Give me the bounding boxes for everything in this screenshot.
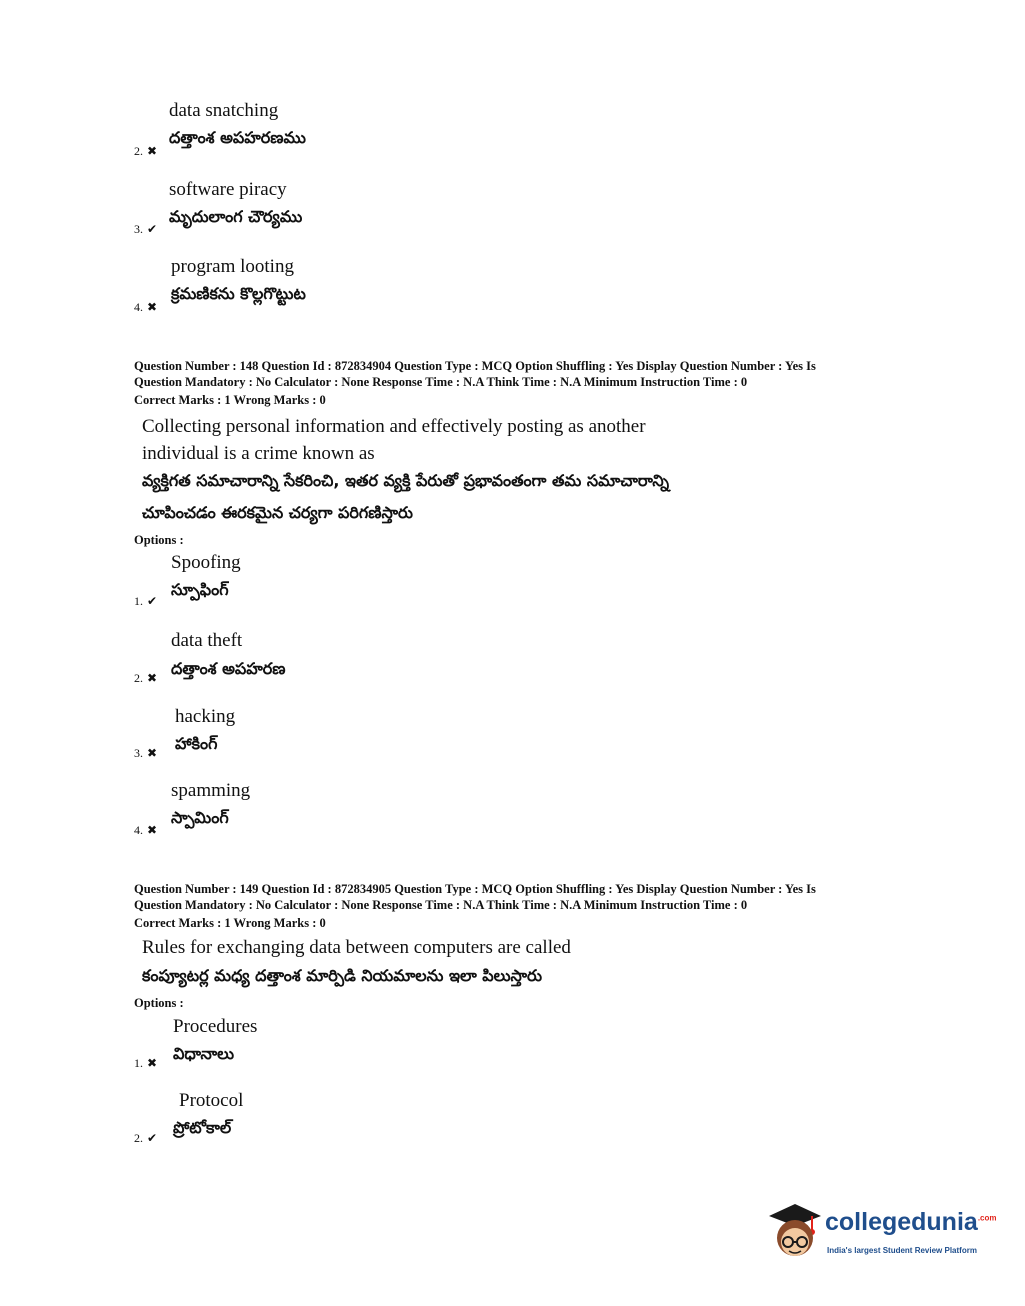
option-text-te: స్పూఫింగ్: [171, 580, 229, 599]
option-text-te: విధానాలు: [173, 1044, 235, 1063]
option-text-en: Spoofing: [171, 552, 241, 573]
option-text-en: data theft: [171, 630, 243, 651]
question-meta-line1: Question Number : 148 Question Id : 872834904 Question Type : MCQ Option Shuffling : Yes Display Question Number : Yes Is: [134, 359, 816, 373]
question-text-te: కంప్యూటర్ల మధ్య దత్తాంశ మార్పిడి నియమాలను ఇలా పిలుస్తారు: [142, 966, 543, 985]
check-mark-icon: ✔: [147, 1131, 158, 1145]
option-number: 1.: [134, 1056, 143, 1070]
option-number: 2.: [134, 1131, 143, 1145]
options-label: Options :: [134, 533, 184, 547]
question-meta-line1: Question Number : 149 Question Id : 872834905 Question Type : MCQ Option Shuffling : Yes Display Question Number : Yes Is: [134, 882, 816, 896]
question-text-te: వ్యక్తిగత సమాచారాన్ని సేకరించి, ఇతర వ్యక్తి పేరుతో ప్రభావంతంగా తమ సమాచారాన్ని: [142, 471, 670, 490]
option-text-en: Protocol: [179, 1090, 244, 1111]
question-marks: Correct Marks : 1 Wrong Marks : 0: [134, 393, 326, 407]
option-text-en: hacking: [175, 706, 236, 727]
question-meta-line2: Question Mandatory : No Calculator : None Response Time : N.A Think Time : N.A Minimum Instruction Time : 0: [134, 375, 748, 389]
option-text-te: దత్తాంశ అపహరణము: [169, 128, 306, 147]
option-number: 4.: [134, 300, 143, 314]
question-marks: Correct Marks : 1 Wrong Marks : 0: [134, 916, 326, 930]
option-text-te: మృదులాంగ చౌర్యము: [169, 207, 303, 226]
check-mark-icon: ✔: [147, 222, 158, 236]
options-label: Options :: [134, 996, 184, 1010]
option-number: 3.: [134, 746, 143, 760]
wrong-mark-icon: ✖: [147, 300, 158, 314]
wrong-mark-icon: ✖: [147, 1056, 158, 1070]
logo-tagline: India's largest Student Review Platform: [827, 1246, 977, 1255]
wrong-mark-icon: ✖: [147, 671, 158, 685]
option-text-en: program looting: [171, 256, 294, 277]
option-text-en: spamming: [171, 780, 251, 801]
logo-wordmark: collegedunia: [825, 1208, 978, 1236]
wrong-mark-icon: ✖: [147, 823, 158, 837]
check-mark-icon: ✔: [147, 594, 158, 608]
option-number: 3.: [134, 222, 143, 236]
option-number: 2.: [134, 671, 143, 685]
mascot-icon: [765, 1198, 825, 1268]
wrong-mark-icon: ✖: [147, 144, 158, 158]
question-meta-line2: Question Mandatory : No Calculator : None Response Time : N.A Think Time : N.A Minimum Instruction Time : 0: [134, 898, 748, 912]
question-text-en: Collecting personal information and effectively posting as another: [142, 416, 646, 437]
option-text-en: data snatching: [169, 100, 279, 121]
wrong-mark-icon: ✖: [147, 746, 158, 760]
collegedunia-logo[interactable]: [765, 1198, 995, 1268]
option-number: 1.: [134, 594, 143, 608]
option-number: 4.: [134, 823, 143, 837]
logo-suffix: .com: [977, 1213, 997, 1223]
option-text-te: క్రమణికను కొల్లగొట్టుట: [171, 284, 306, 303]
option-number: 2.: [134, 144, 143, 158]
option-text-te: దత్తాంశ అపహరణ: [171, 659, 286, 678]
option-text-te: హాకింగ్: [175, 734, 218, 753]
question-text-en-cont: individual is a crime known as: [142, 443, 375, 464]
option-text-te: స్పామింగ్: [171, 808, 229, 827]
question-text-en: Rules for exchanging data between computers are called: [142, 937, 571, 958]
option-text-te: ప్రోటోకాల్: [173, 1118, 232, 1137]
option-text-en: Procedures: [173, 1016, 258, 1037]
option-text-en: software piracy: [169, 179, 287, 200]
question-text-te-cont: చూపించడం ఈరకమైన చర్యగా పరిగణిస్తారు: [142, 503, 413, 522]
